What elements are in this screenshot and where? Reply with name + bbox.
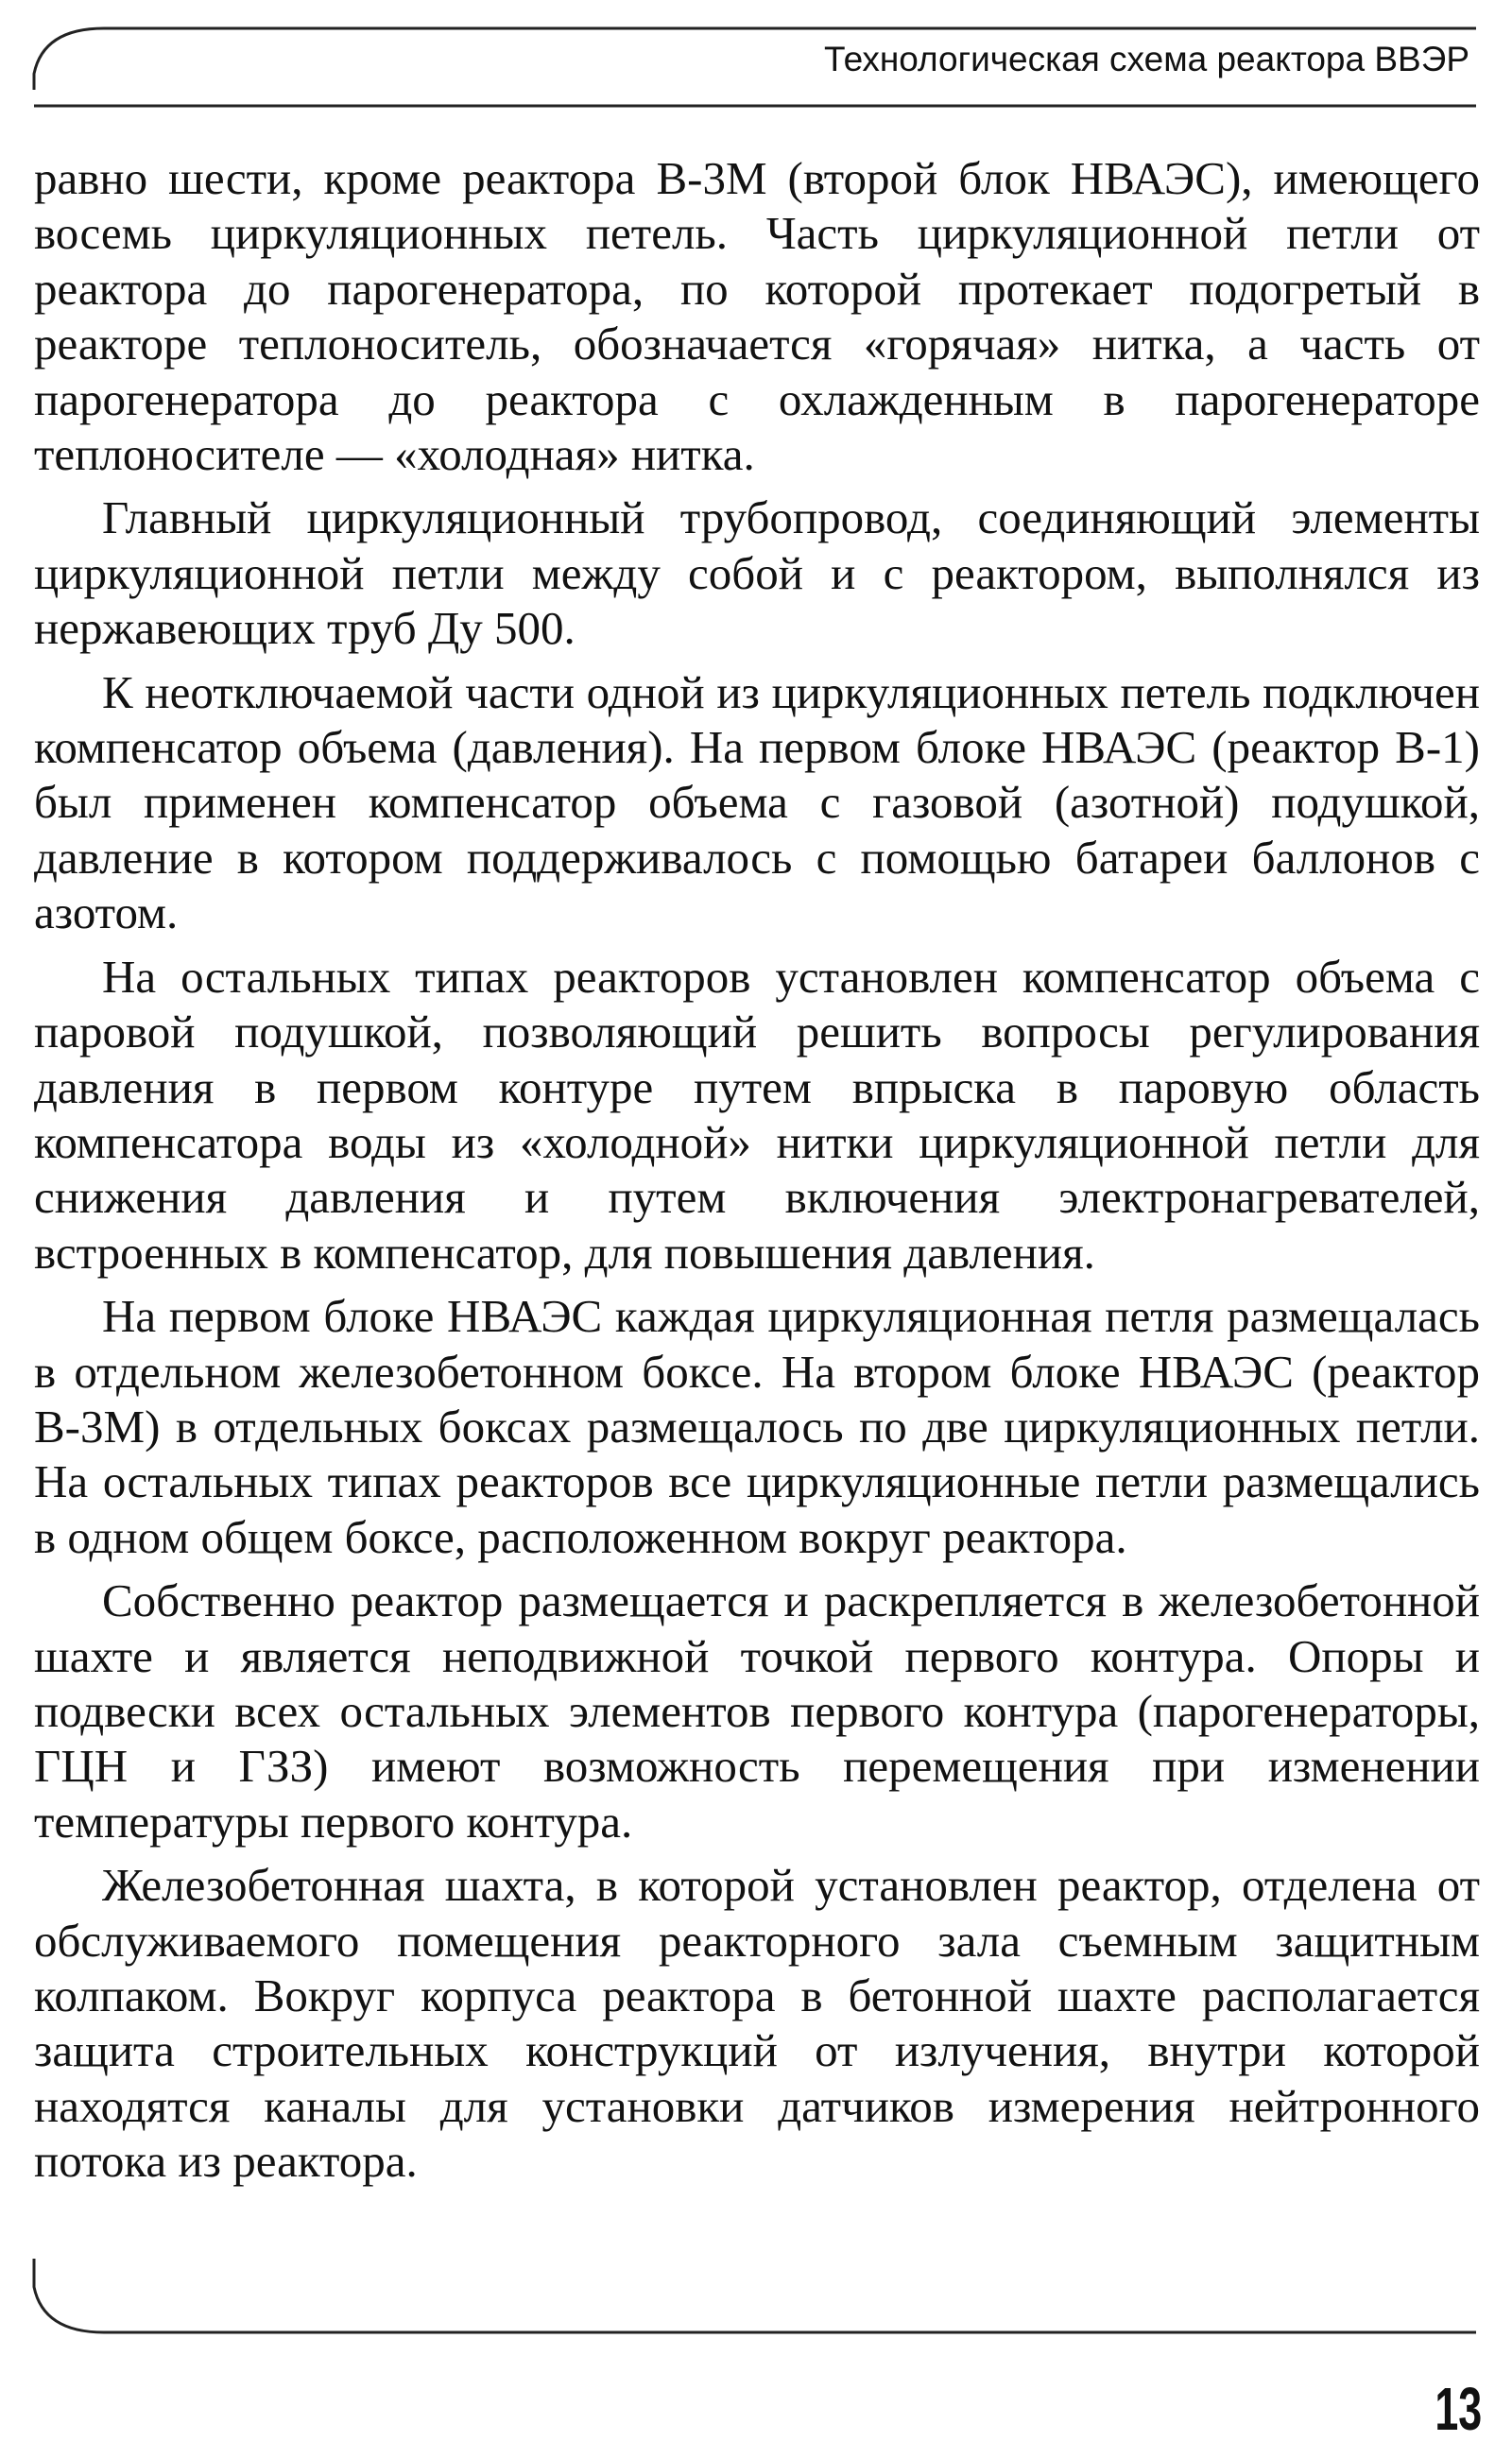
paragraph: Собственно реактор размещается и раскрепляется в железобетонной шахте и является неподвижной точкой первого контура. Опоры и подвески всех остальных элементов первого контура (парогенераторы, ГЦН и ГЗЗ) имеют возможность перемещения при изменении температуры первого контура. — [34, 1574, 1480, 1848]
paragraph: равно шести, кроме реактора В-3М (второй блок НВАЭС), имеющего восемь циркуляционных петель. Часть циркуляционной петли от реактора до парогенератора, по которой протекает подогретый в реакторе теплоноситель, обозначается «горячая» нитка, а часть от парогенератора до реактора с охлажденным в парогенераторе теплоносителе — «холодная» нитка. — [34, 152, 1480, 481]
paragraph: Главный циркуляционный трубопровод, соединяющий элементы циркуляционной петли между собой и с реактором, выполнялся из нержавеющих труб Ду 500. — [34, 491, 1480, 655]
paragraph: Железобетонная шахта, в которой установлен реактор, отделена от обслуживаемого помещения реакторного зала съемным защитным колпаком. Вокруг корпуса реактора в бетонной шахте располагается защита строительных конструкций от излучения, внутри которой находятся каналы для установки датчиков измерения нейтронного потока из реактора. — [34, 1859, 1480, 2188]
body-text — [34, 151, 1480, 2190]
footer-rule — [34, 2259, 1476, 2332]
paragraph: На первом блоке НВАЭС каждая циркуляционная петля размещалась в отдельном железобетонном боксе. На втором блоке НВАЭС (реактор В-3М) в отдельных боксах размещалось по две циркуляционных петли. На остальных типах реакторов все циркуляционные петли размещались в одном общем боксе, расположенном вокруг реактора. — [34, 1290, 1480, 1563]
page-number: 13 — [1435, 2375, 1482, 2443]
running-header-title: Технологическая схема реактора ВВЭР — [824, 40, 1469, 78]
paragraph: К неотключаемой части одной из циркуляционных петель подключен компенсатор объема (давления). На первом блоке НВАЭС (реактор В-1) был применен компенсатор объема с газовой (азотной) подушкой, давление в котором поддерживалось с помощью батареи баллонов с азотом. — [34, 665, 1480, 939]
paragraph: На остальных типах реакторов установлен компенсатор объема с паровой подушкой, позволяющий решить вопросы регулирования давления в первом контуре путем впрыска в паровую область компенсатора воды из «холодной» нитки циркуляционной петли для снижения давления и путем включения электронагревателей, встроенных в компенсатор, для повышения давления. — [34, 950, 1480, 1279]
